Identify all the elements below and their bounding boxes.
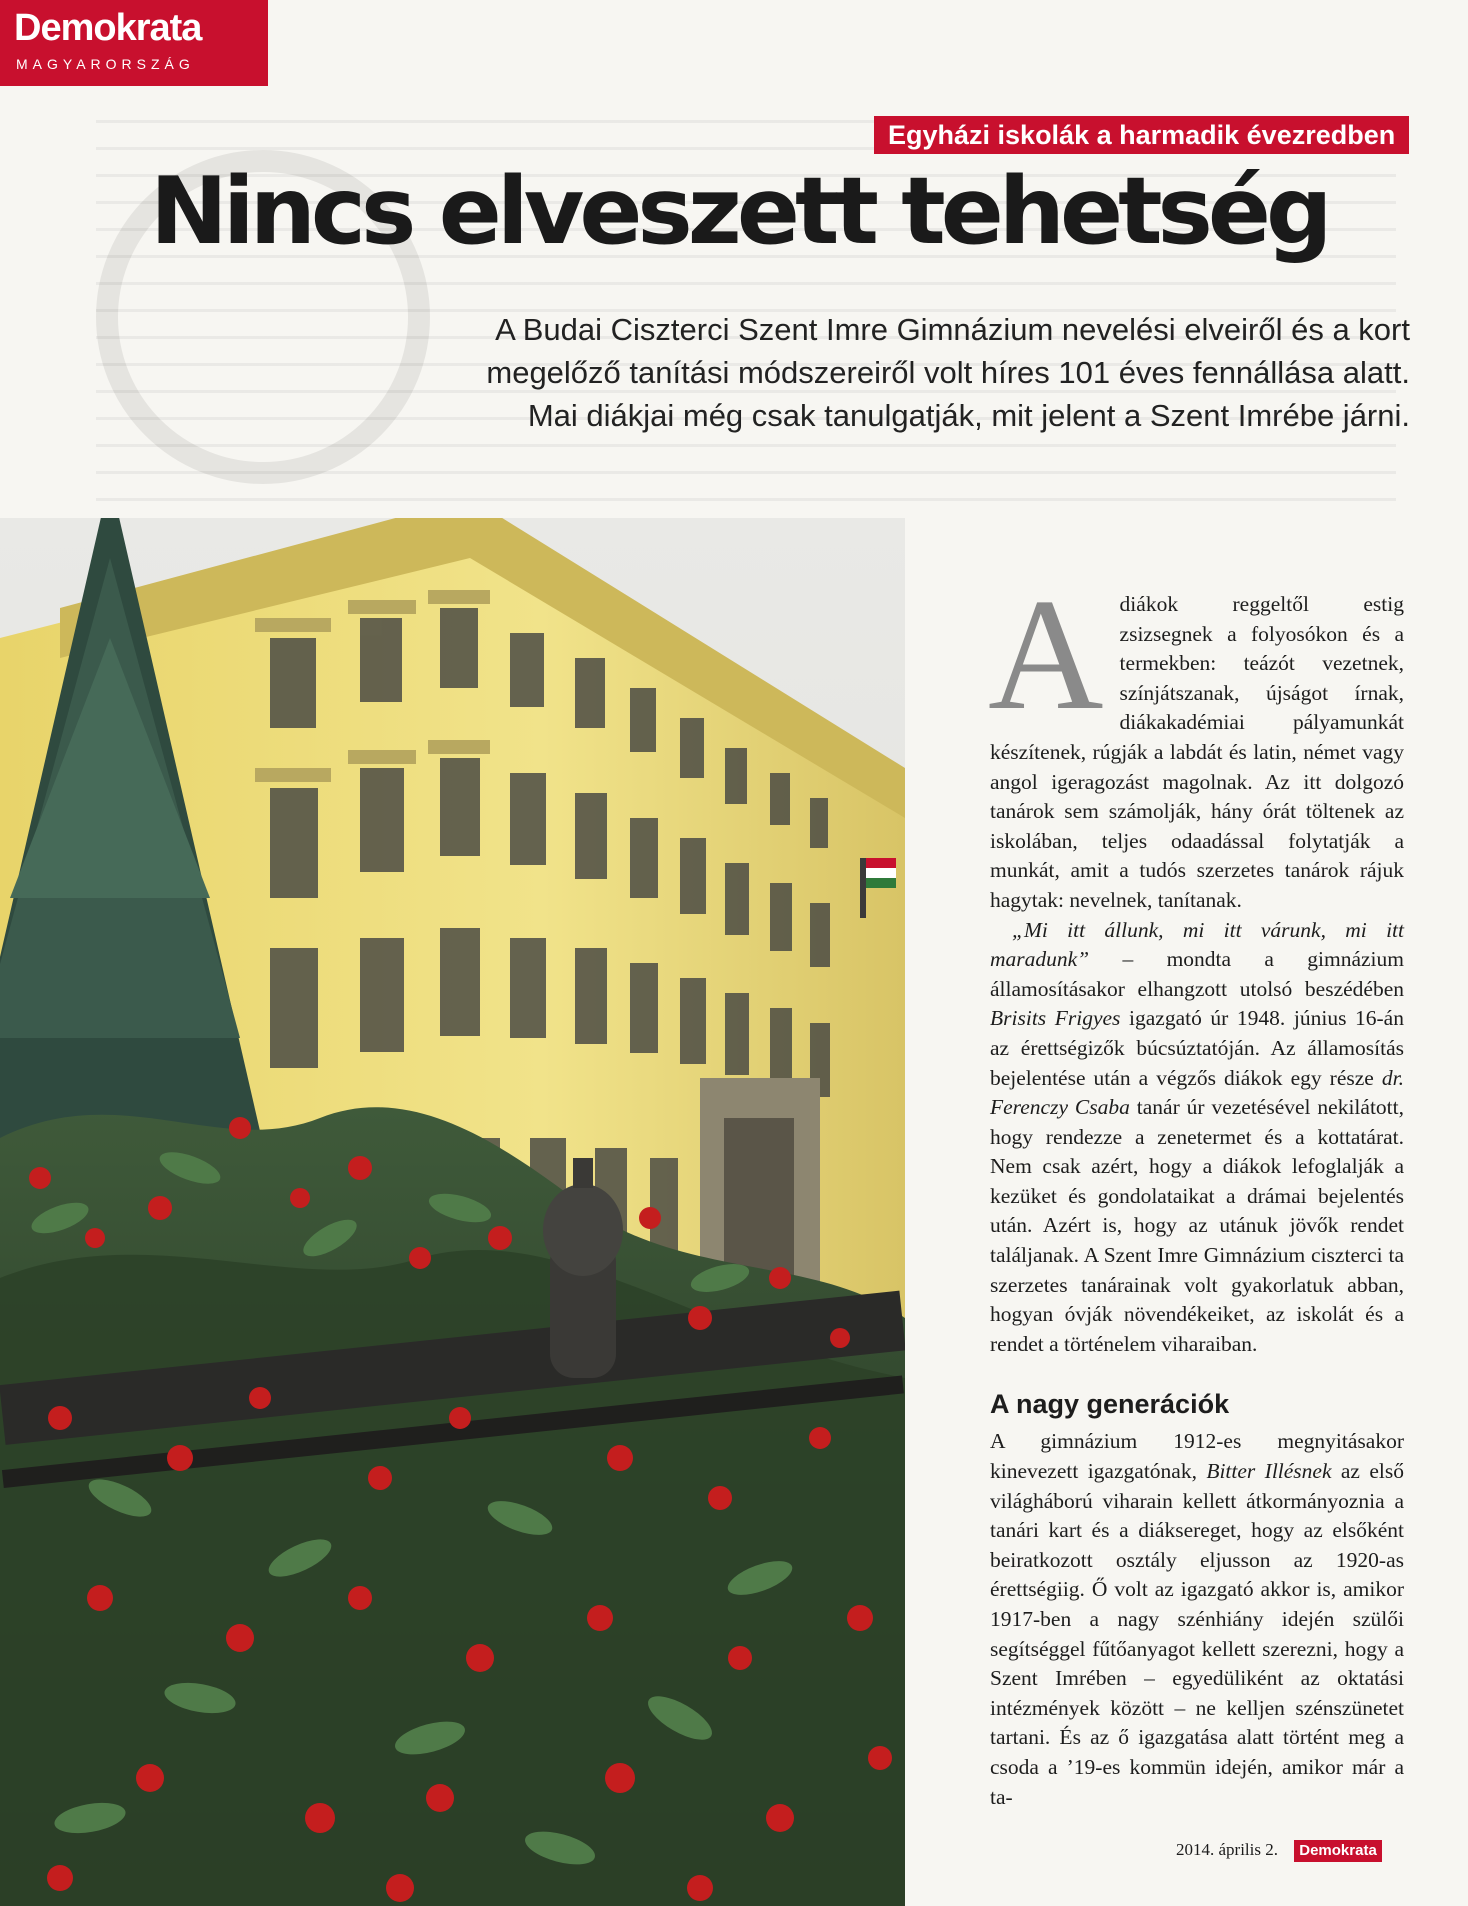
paragraph-text: igazgató úr 1948. június 16-án az érettségizők búcsúztatóján. Az államosítás bejelentése után a végzős diákok egy része [990,1006,1404,1090]
masthead-logo [0,0,268,86]
paragraph-text: tanár úr vezetésével nekilátott, hogy rendezze a zenetermet és a kottatárat. Nem csak azért, hogy a diákok lefoglalják a kezüket és gondolataikat a drámai bejelentés után. Azért is, hogy az utánuk jövők rendet találjanak. A Szent Imre Gimnázium ciszterci ta szerzetes tanárainak volt gyakorlatuk abban, hogyan óvják növendékeiket, az iskolát és a rendet a történelem viharaiban. [990,1095,1404,1356]
footer-logo: Demokrata [1294,1840,1382,1862]
quote: „Mi itt állunk, mi itt várunk, mi itt maradunk” [990,917,1404,972]
lead-paragraph [310,308,1410,437]
paragraph-text: – mondta a gimnázium államosításakor elhangzott utolsó beszédében [990,947,1404,1001]
lead-line: A Budai Ciszterci Szent Imre Gimnázium nevelési elveiről és a kort [495,312,1410,347]
person-name: Brisits Frigyes [990,1006,1121,1031]
lead-line: megelőző tanítási módszereiről volt híres 101 éves fennállása alatt. [486,355,1410,390]
headline: Nincs elveszett tehetség [150,157,1328,265]
article-paragraph [988,565,1404,916]
brand-country: MAGYARORSZÁG [16,56,195,72]
article-column [988,565,1404,1812]
school-building-photo [0,518,905,1906]
subheading: A nagy generációk [990,1389,1230,1420]
issue-date: 2014. április 2. [1176,1840,1278,1859]
person-name: Bitter Illésnek [1206,1459,1332,1484]
person-name: dr. Ferenczy Csaba [990,1065,1404,1120]
brand-name: Demokrata [14,7,202,49]
drop-cap: A [988,565,1104,743]
page-footer [1176,1838,1382,1862]
paragraph-text: diákok reggeltől estig zsizsegnek a folyosókon és a termekben: teázót vezetnek, színjátszanak, újságot írnak, diákakadémiai pályamunkát készítenek, rúgják a labdát és latin, német vagy angol igeragozást magolnak. Az itt dolgozó tanárok sem számolják, hány órát töltenek az iskolában, teljes odaadással folytatják a munkát, amit a tudós szerzetes tanárok rájuk hagytak: nevelnek, tanítanak. [990,592,1404,912]
section-kicker: Egyházi iskolák a harmadik évezredben [874,116,1409,154]
paragraph-text: az első világháború viharain kellett átkormányoznia a tanári kart és a diáksereget, hogy az elsőként beiratkozott osztály eljusson az 1920-as érettségiig. Ő volt az igazgató akkor is, amikor 1917-ben a nagy szénhiány idején szülői segítséggel fűtőanyagot kellett szerezni, hogy a Szent Imrében – egyedüliként az oktatási intézmények között – ne kelljen szénszünetet tartani. És az ő igazgatása alatt történt meg a csoda a ’19-es kommün idején, amikor már a ta- [990,1459,1404,1809]
lead-line: Mai diákjai még csak tanulgatják, mit jelent a Szent Imrébe járni. [527,398,1410,433]
article-paragraph [990,916,1404,1360]
paragraph-text: A gimnázium 1912-es megnyitásakor kinevezett igazgatónak, [990,1429,1404,1484]
article-paragraph [990,1427,1404,1812]
